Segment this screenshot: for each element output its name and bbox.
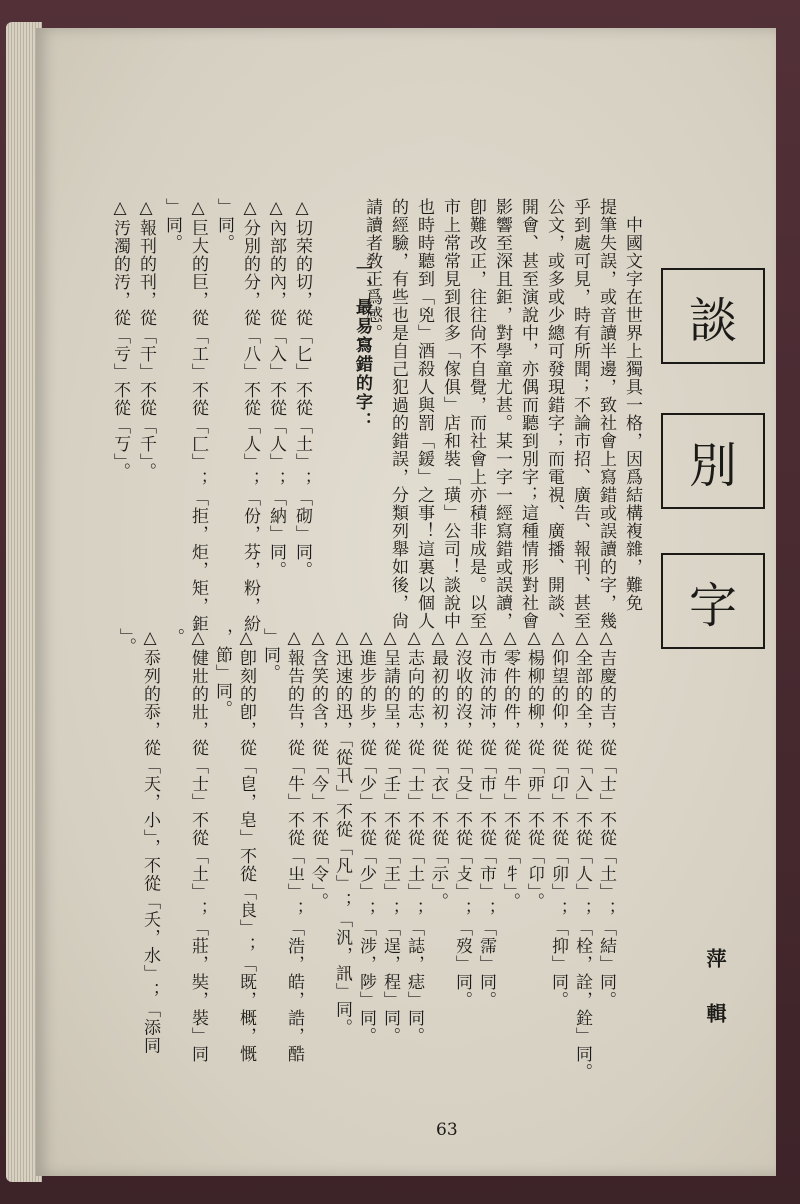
entry-line: △進步的步，從「少」不從「少」；「涉，陟」同。 <box>356 628 376 1045</box>
intro-line: 卽難改正，往往尙不自覺，而社會上亦積非成是。以至 <box>466 198 486 630</box>
entry-line: △仰望的仰，從「卬」不從「卯」；「抑」同。 <box>548 628 568 1009</box>
entry-line: △內部的內，從「入」不從「人」；「納」同。 <box>266 198 286 579</box>
title-char-2: 別 <box>661 413 765 509</box>
intro-line: 也時時聽到「兇」酒殺人與罰「鍰」之事！這裏以個人 <box>414 198 434 630</box>
section-heading: 一、最易寫錯的字： <box>352 260 372 431</box>
entry-line: ，節」同。 <box>212 628 232 718</box>
entry-line: △含笑的含，從「今」不從「令」。 <box>308 628 328 911</box>
intro-line: 提筆失誤，或音讀半邊，致社會上寫錯或誤讀的字，幾 <box>596 198 616 630</box>
entry-line: 」同。 <box>260 628 280 682</box>
entry-line: 」。 <box>116 628 136 656</box>
entry-line: △最初的初，從「衣」不從「示」。 <box>428 628 448 911</box>
entry-line: △楊柳的柳，從「丣」不從「卬」。 <box>524 628 544 911</box>
entry-line: △報刊的刊，從「干」不從「千」。 <box>136 198 156 481</box>
intro-line: 影響至深且鉅，對學童尤甚。某一字一經寫錯或誤讀， <box>492 198 512 630</box>
entry-line: △忝列的忝，從「天，小」，不從「夭，水」；「添同 <box>140 628 160 1055</box>
entry-line: △報告的告，從「牛」不從「㞢」；「浩，皓，誥，酷 <box>284 628 304 1063</box>
intro-line: 市上常常見到很多「傢俱」店和裝「璜」公司！談說中 <box>440 198 460 630</box>
entry-line: △沒收的沒，從「殳」不從「攴」；「歿」同。 <box>452 628 472 1009</box>
entry-line: △全部的全，從「入」不從「人」；「栓，詮，銓」同。 <box>572 628 592 1081</box>
book-page <box>36 28 776 1176</box>
intro-line: 開會、甚至演說中，亦偶而聽到別字；這種情形對社會 <box>518 198 538 630</box>
intro-line: 公文，或多或少總可發現錯字；而電視、廣播、開談、 <box>544 198 564 630</box>
title-char-3: 字 <box>661 553 765 649</box>
entry-line: △志向的志，從「士」不從「土」；「誌，痣」同。 <box>404 628 424 1045</box>
entry-line: △切荣的切，從「匕」不從「土」；「砌」同。 <box>292 198 312 579</box>
intro-line: 中國文字在世界上獨具一格，因爲結構複雜，難免 <box>622 216 642 612</box>
intro-line: 乎到處可見，時有所聞；不論市招、廣告、報刊、甚至 <box>570 198 590 630</box>
entry-line: △卽刻的卽，從「皀，皂」不從「良」；「既，概，慨 <box>236 628 256 1063</box>
entry-line: △汚濁的汚，從「亏」不從「丂」。 <box>110 198 130 481</box>
entry-line: △零件的件，從「牛」不從「牜」。 <box>500 628 520 911</box>
entry-line: △巨大的巨，從「工」不從「匚」；「拒，炬，矩，鉅 <box>188 198 208 633</box>
entry-line: △吉慶的吉，從「士」不從「土」；「結」同。 <box>596 628 616 1009</box>
title-char-1: 談 <box>661 268 765 364</box>
intro-line: 的經驗，有些也是自己犯過的錯誤，分類列舉如後，尙 <box>388 198 408 630</box>
entry-line: △健壯的壯，從「士」不從「土」；「莊，奘，裝」同 <box>188 628 208 1063</box>
entry-line: 。 <box>164 628 184 646</box>
entry-line: 」同。 <box>214 198 234 252</box>
entry-line: △呈請的呈，從「壬」不從「王」；「逞，程」同。 <box>380 628 400 1045</box>
author: 萍 輯 <box>703 948 727 1037</box>
entry-line: △迅速的迅，「從卂」不從「凡」；「汎，訊」同。 <box>332 628 352 1037</box>
intro-line: 請讀者敎正爲感。 <box>362 198 382 342</box>
entry-line: △分別的分，從「八」不從「人」；「份，芬，粉，紛 <box>240 198 260 633</box>
page-number: 63 <box>436 1120 458 1140</box>
entry-line: 」同。 <box>162 198 182 252</box>
entry-line: △巿沛的沛，從「巿」不從「市」；「霈」同。 <box>476 628 496 1009</box>
